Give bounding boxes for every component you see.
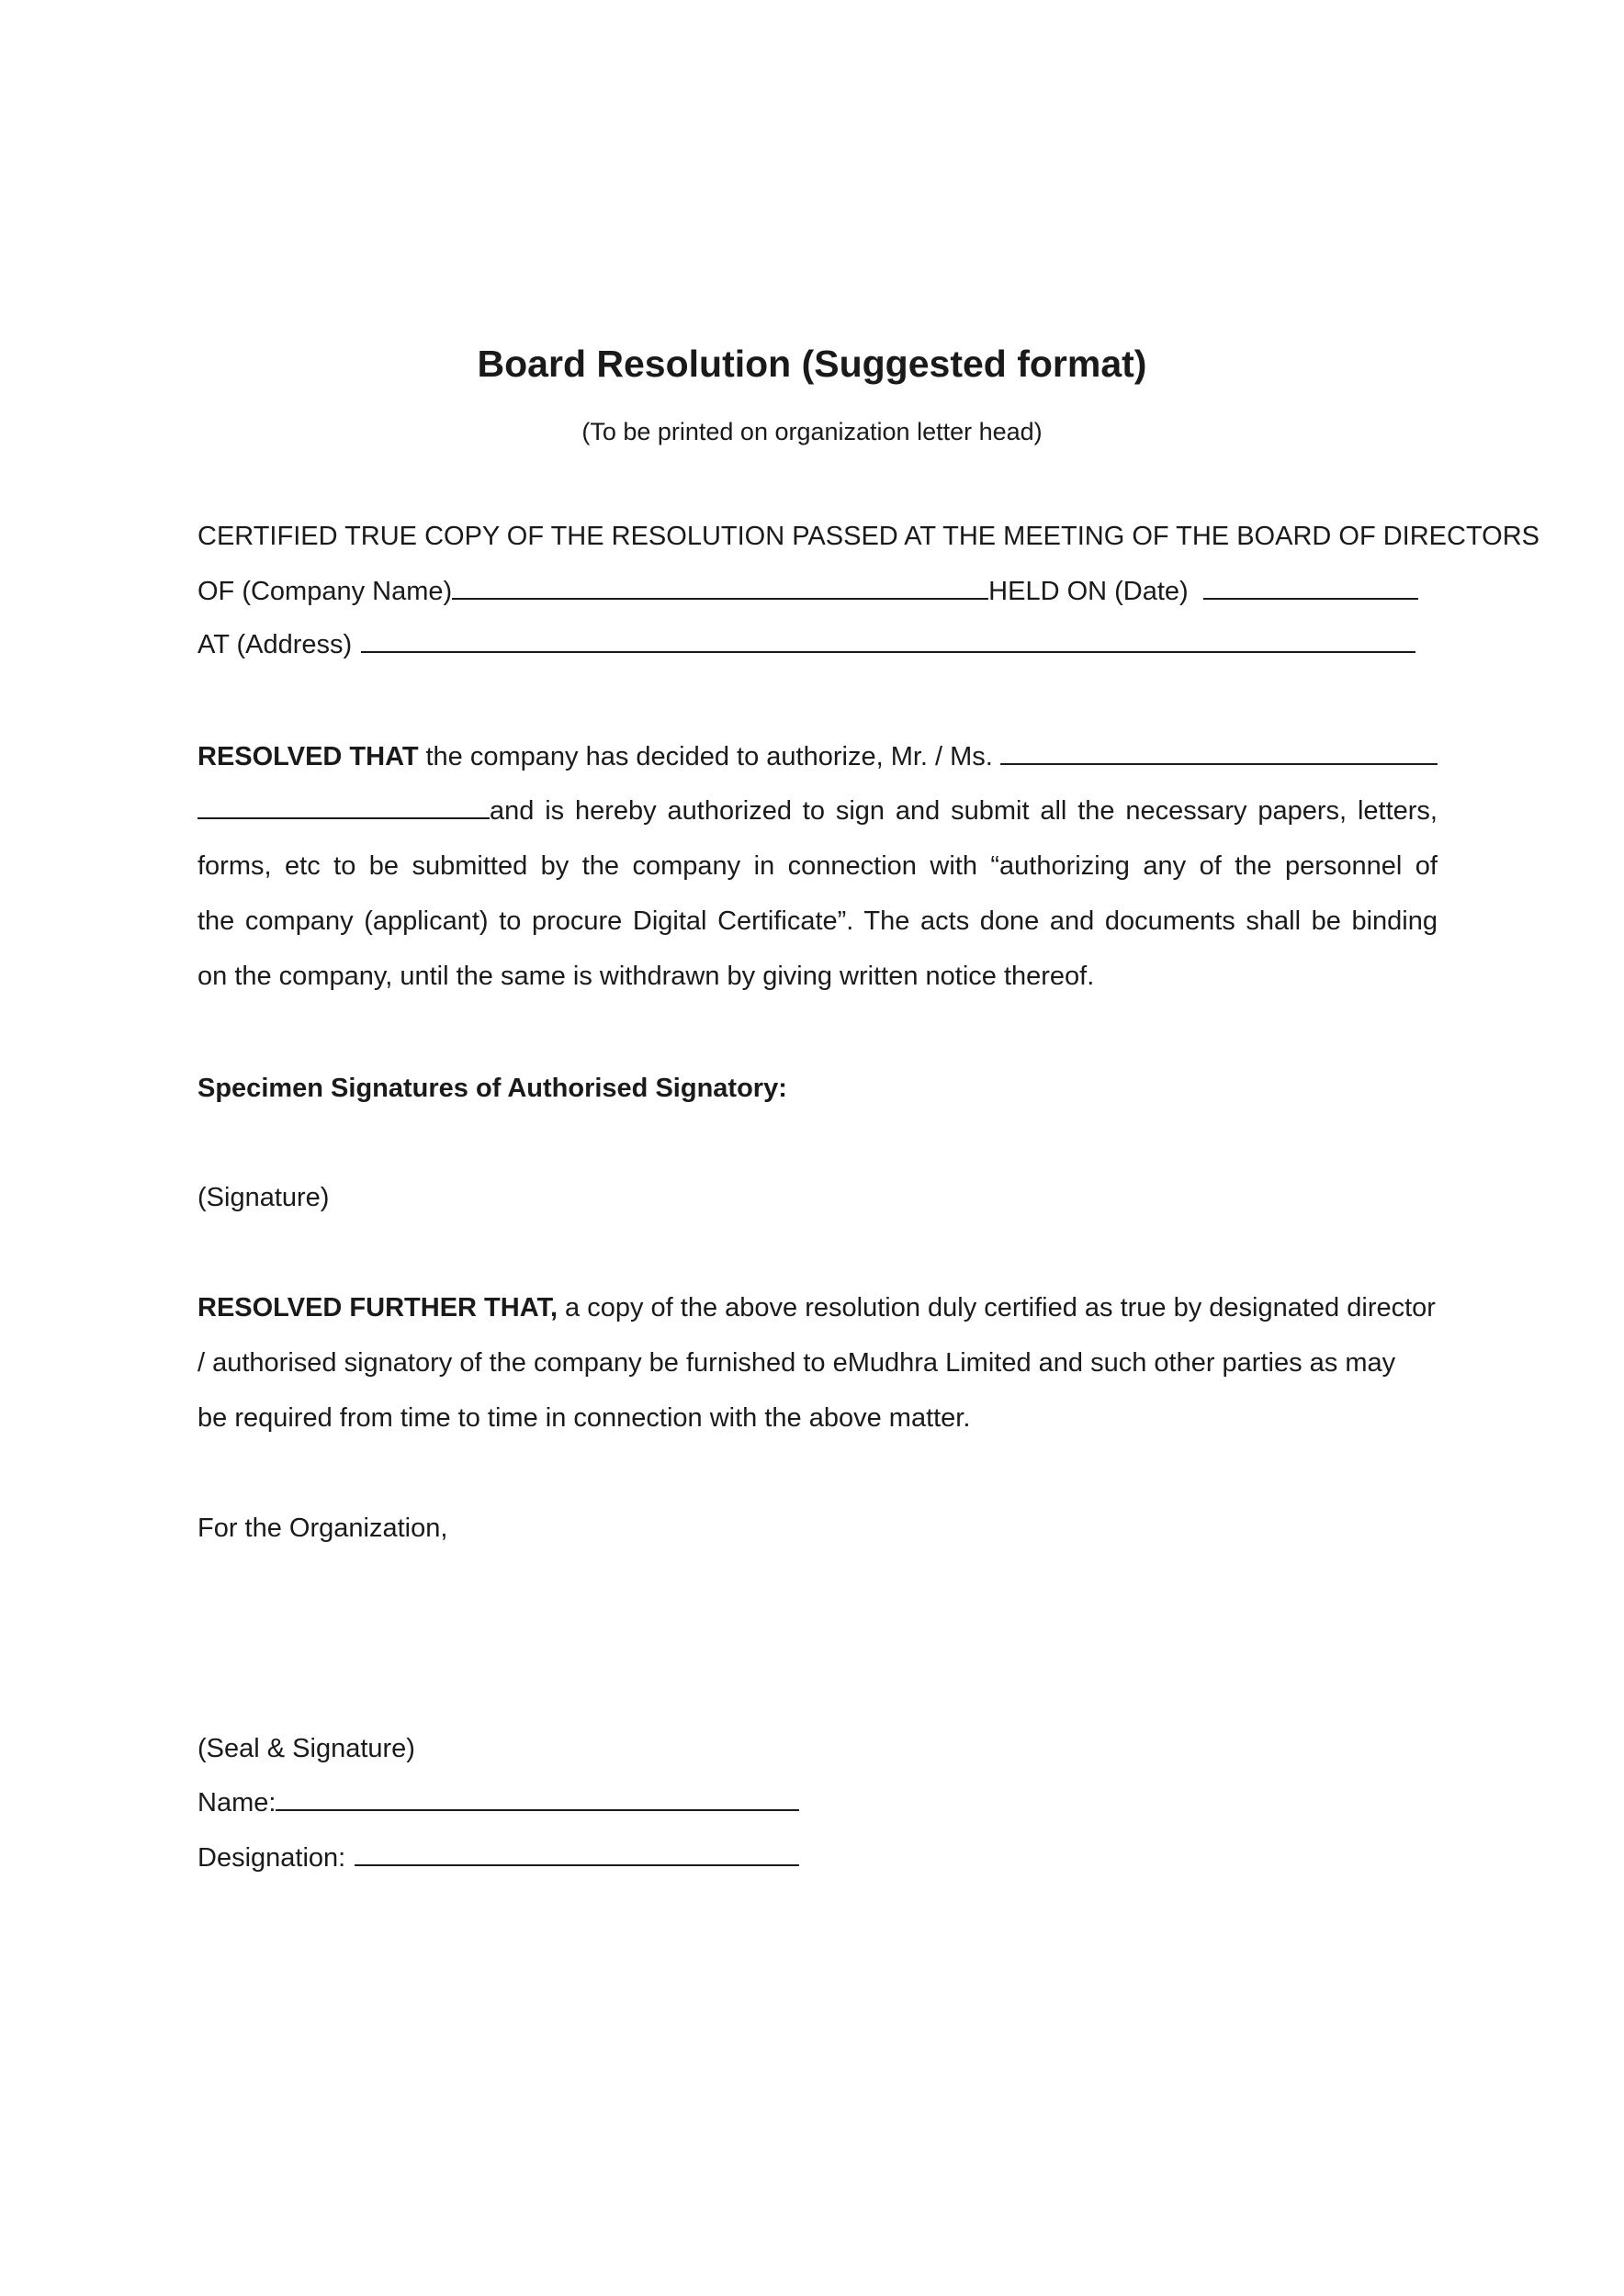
resolved-line-3: forms, etc to be submitted by the company in connection with “authorizing any of the personnel of xyxy=(197,851,1438,881)
authorized-person-field[interactable] xyxy=(1000,738,1438,765)
signature-label: (Signature) xyxy=(197,1183,330,1212)
address-field[interactable] xyxy=(361,626,1415,653)
name-label: Name: xyxy=(197,1788,276,1818)
address-label: AT (Address) xyxy=(197,630,353,659)
designation-label: Designation: xyxy=(197,1843,346,1873)
document-title: Board Resolution (Suggested format) xyxy=(477,343,1147,385)
certified-line-1 xyxy=(197,518,1539,555)
resolved-line-1 xyxy=(197,738,1438,775)
designation-field[interactable] xyxy=(355,1840,799,1866)
name-field[interactable] xyxy=(276,1784,799,1811)
resolved-further-line-2: / authorised signatory of the company be furnished to eMudhra Limited and such other parties as may xyxy=(197,1348,1396,1378)
designation-line xyxy=(197,1840,1438,1876)
document-subtitle: (To be printed on organization letter head) xyxy=(581,418,1043,445)
resolved-further-lead: RESOLVED FURTHER THAT, xyxy=(197,1293,558,1322)
certified-line-2 xyxy=(197,573,1438,610)
resolved-further-line-1 xyxy=(197,1289,1438,1326)
specimen-heading: Specimen Signatures of Authorised Signatory: xyxy=(197,1074,787,1103)
held-on-label: HELD ON (Date) xyxy=(988,577,1189,606)
resolved-further-line-3: be required from time to time in connection with the above matter. xyxy=(197,1403,971,1433)
certified-line-3 xyxy=(197,626,1438,663)
resolved-line-2 xyxy=(197,793,1438,829)
resolved-lead: RESOLVED THAT xyxy=(197,742,419,771)
resolved-line-1-text: the company has decided to authorize, Mr. / Ms. xyxy=(425,742,993,771)
authorized-person-field-continued[interactable] xyxy=(197,793,490,819)
for-organization: For the Organization, xyxy=(197,1514,448,1543)
certified-text: CERTIFIED TRUE COPY OF THE RESOLUTION PASSED AT THE MEETING OF THE BOARD OF DIRECTORS xyxy=(197,522,1539,551)
date-field[interactable] xyxy=(1203,573,1418,600)
company-name-label: OF (Company Name) xyxy=(197,577,453,606)
resolved-line-4: the company (applicant) to procure Digital Certificate”. The acts done and documents shall be binding xyxy=(197,906,1438,936)
resolved-further-line-1-text: a copy of the above resolution duly certified as true by designated director xyxy=(565,1293,1436,1322)
resolved-line-5: on the company, until the same is withdrawn by giving written notice thereof. xyxy=(197,962,1095,991)
resolved-line-2-text: and is hereby authorized to sign and submit all the necessary papers, letters, xyxy=(490,796,1438,826)
name-line xyxy=(197,1784,1438,1821)
company-name-field[interactable] xyxy=(452,573,988,600)
seal-signature-label: (Seal & Signature) xyxy=(197,1734,415,1763)
